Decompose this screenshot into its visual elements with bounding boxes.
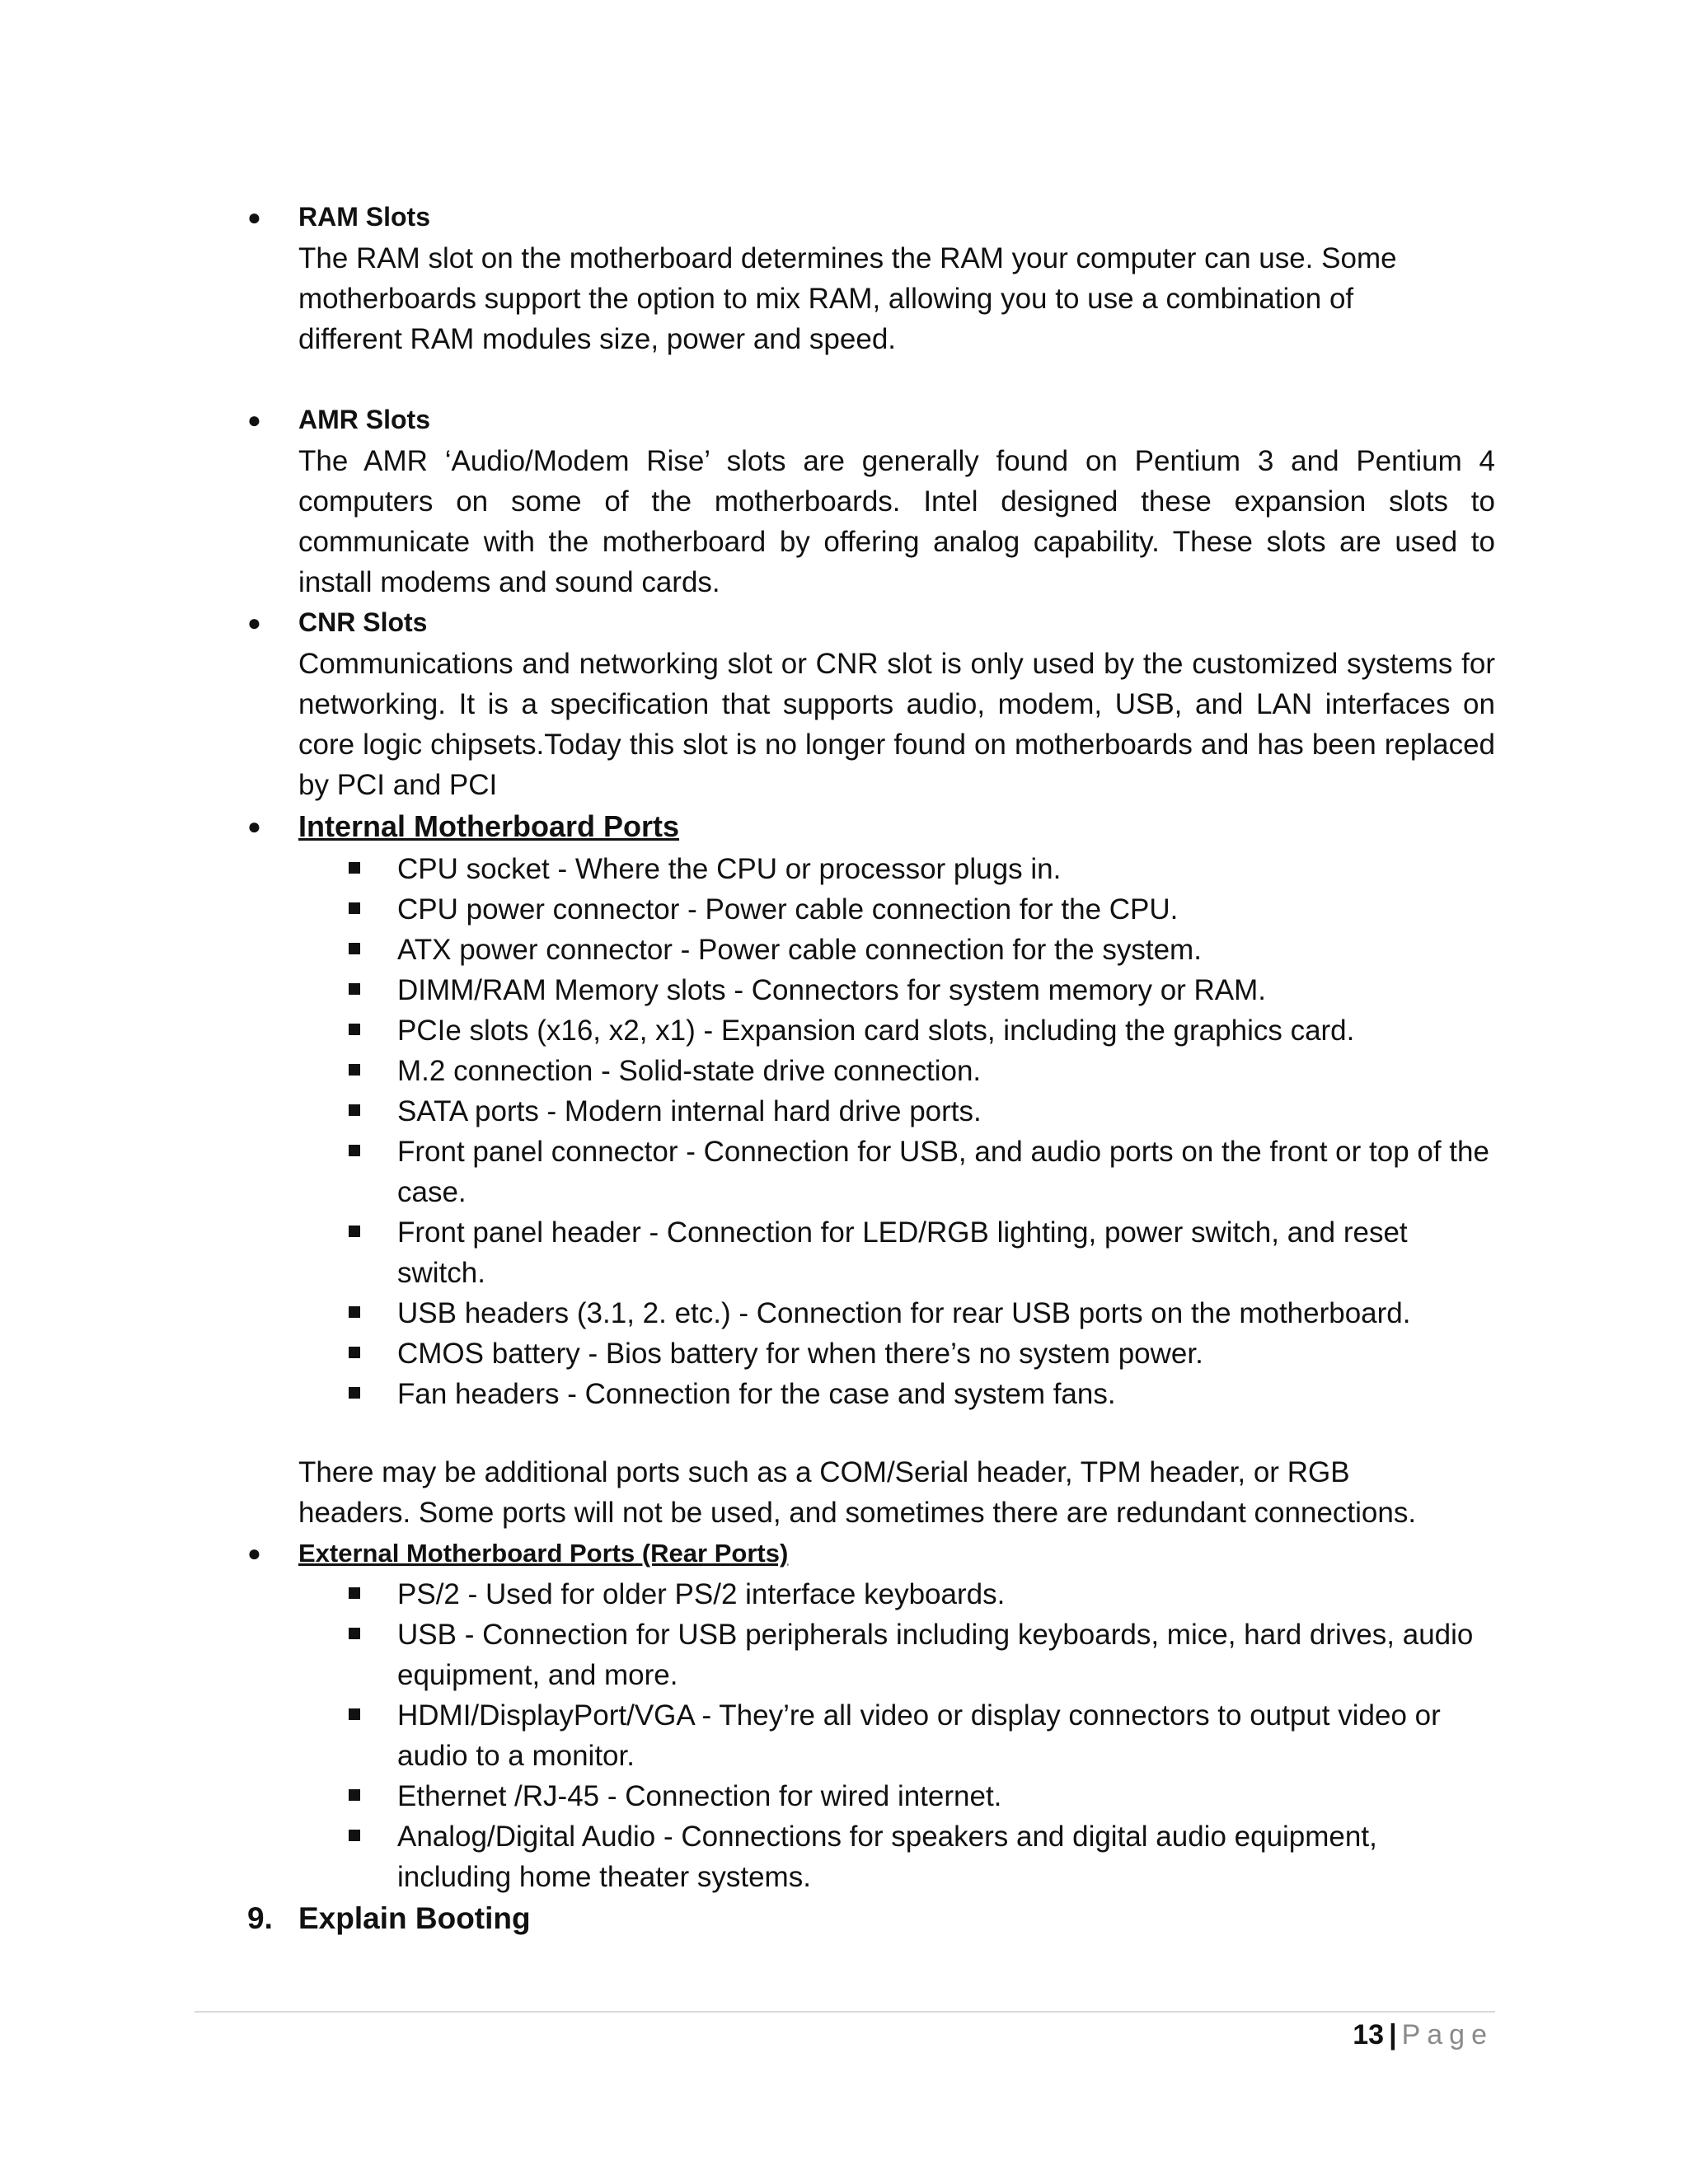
list-bullet-square [349,1347,360,1358]
list-bullet-square [349,1789,360,1801]
internal-item: CPU socket - Where the CPU or processor plugs in. [397,853,1062,885]
question-number: 9. [247,1901,273,1935]
external-item: PS/2 - Used for older PS/2 interface keyboards. [397,1578,1006,1610]
heading-external-ports: External Motherboard Ports (Rear Ports) [298,1539,789,1568]
footer-divider [195,2011,1495,2013]
cnr-paragraph: Communications and networking slot or CNR slot is only used by the customized systems for networking. It is a specification that supports audio, modem, USB, and LAN interfaces on core logic chipsets.Today this slot is no longer found on motherboards and has been replaced by PCI and PCI [298,648,1495,801]
list-bullet-square [349,1830,360,1841]
question-heading: Explain Booting [298,1901,531,1935]
list-bullet-square [349,1387,360,1399]
list-bullet-square [349,862,360,874]
list-bullet-square [349,1587,360,1599]
list-bullet-square [349,983,360,995]
list-bullet-square [349,1226,360,1237]
list-bullet-square [349,1064,360,1076]
internal-item: ATX power connector - Power cable connection for the system. [397,934,1202,966]
internal-item: CPU power connector - Power cable connection for the CPU. [397,893,1179,926]
internal-item: CMOS battery - Bios battery for when there’s no system power. [397,1338,1203,1370]
internal-item: Front panel header - Connection for LED/RGB lighting, power switch, and reset switch. [397,1216,1408,1289]
external-item: USB - Connection for USB peripherals including keyboards, mice, hard drives, audio equipment, and more. [397,1619,1474,1691]
external-item: HDMI/DisplayPort/VGA - They’re all video or display connectors to output video or audio to a monitor. [397,1699,1441,1772]
page-footer [1353,2014,1493,2055]
list-bullet-square [349,1306,360,1318]
internal-item: Front panel connector - Connection for USB, and audio ports on the front or top of the case. [397,1136,1489,1208]
list-bullet-square [349,902,360,914]
heading-internal-ports: Internal Motherboard Ports [298,809,680,843]
page-number: 13 [1353,2019,1385,2050]
internal-item: PCIe slots (x16, x2, x1) - Expansion card slots, including the graphics card. [397,1015,1355,1047]
bullet-internal: ● [247,813,261,839]
internal-item: Fan headers - Connection for the case and system fans. [397,1378,1116,1410]
internal-item: DIMM/RAM Memory slots - Connectors for system memory or RAM. [397,974,1267,1006]
bullet-ram: ● [247,204,261,230]
ram-line-3: different RAM modules size, power and speed. [298,323,897,355]
heading-amr-slots: AMR Slots [298,405,430,434]
list-bullet-square [349,1628,360,1639]
list-bullet-square [349,1104,360,1116]
internal-item: SATA ports - Modern internal hard drive ports. [397,1095,982,1127]
list-bullet-square [349,943,360,954]
heading-ram-slots: RAM Slots [298,202,430,232]
ram-line-2: motherboards support the option to mix RAM, allowing you to use a combination of [298,283,1354,315]
amr-paragraph: The AMR ‘Audio/Modem Rise’ slots are generally found on Pentium 3 and Pentium 4 computers on some of the motherboards. Intel designed these expansion slots to communicate with the motherboard by offering analog capability. These slots are used to install modems and sound cards. [298,445,1495,598]
heading-cnr-slots: CNR Slots [298,607,428,637]
footer-separator: | [1389,2019,1397,2050]
ram-line-1: The RAM slot on the motherboard determines the RAM your computer can use. Some [298,242,1397,274]
list-bullet-square [349,1145,360,1156]
internal-item: M.2 connection - Solid-state drive connection. [397,1055,982,1087]
bullet-external: ● [247,1540,261,1566]
list-bullet-square [349,1024,360,1035]
list-bullet-square [349,1708,360,1720]
internal-item: USB headers (3.1, 2. etc.) - Connection for rear USB ports on the motherboard. [397,1297,1411,1329]
internal-note-line-2: headers. Some ports will not be used, and sometimes there are redundant connections. [298,1497,1417,1529]
page-label: Page [1401,2019,1493,2050]
bullet-amr: ● [247,407,261,433]
internal-note-line-1: There may be additional ports such as a COM/Serial header, TPM header, or RGB [298,1456,1350,1488]
external-item: Ethernet /RJ-45 - Connection for wired internet. [397,1780,1002,1812]
external-item: Analog/Digital Audio - Connections for speakers and digital audio equipment, including home theater systems. [397,1821,1377,1893]
bullet-cnr: ● [247,610,261,635]
